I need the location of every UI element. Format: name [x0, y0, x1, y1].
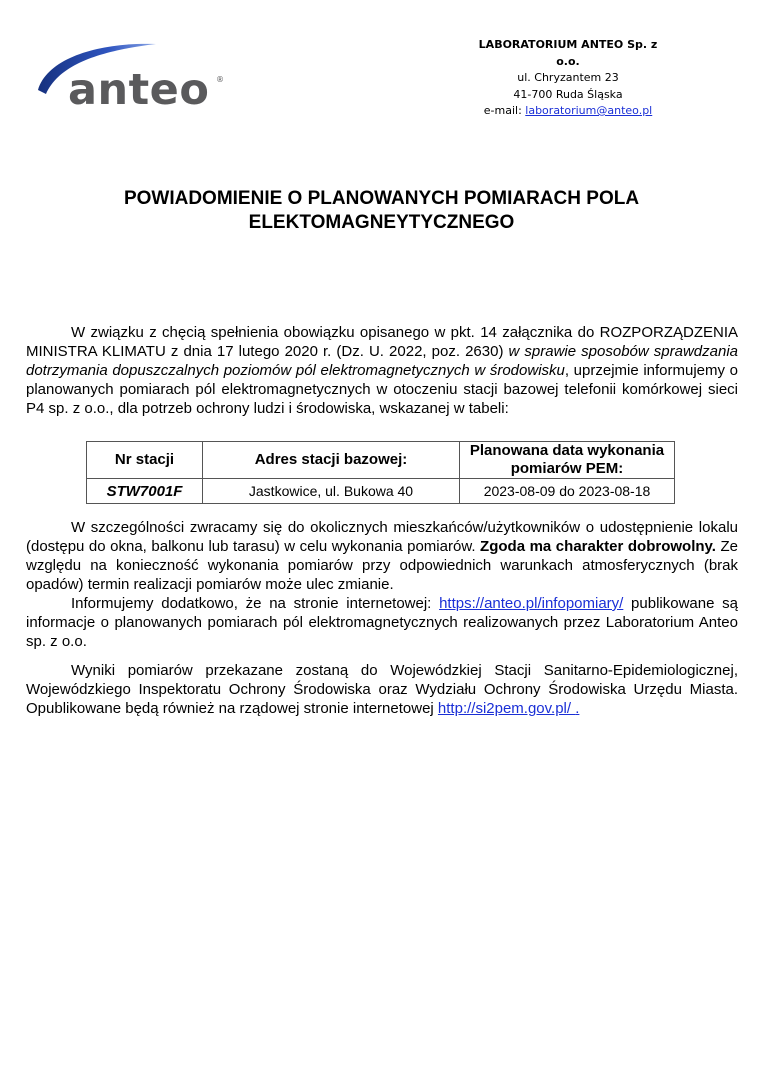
logo-wordmark: anteo: [68, 65, 210, 110]
cell-station-id: STW7001F: [87, 479, 203, 504]
si2pem-link-period[interactable]: .: [575, 700, 580, 717]
title-line-2: ELEKTOMAGNEYTYCZNEGO: [248, 212, 515, 233]
company-street: ul. Chryzantem 23: [517, 71, 619, 84]
voluntary-consent-text: Zgoda ma charakter dobrowolny.: [480, 538, 716, 555]
intro-italic-text: w sprawie sposobów sprawdzania dotrzymania dopuszczalnych poziomów pól elektromagnetycznych w środowisku: [26, 343, 739, 379]
header-address: Adres stacji bazowej:: [203, 442, 460, 479]
request-text-b: Ze względu na konieczność wykonania pomiarów przy odpowiednich warunkach atmosferycznych (brak opadów) termin realizacji pomiarów może ulec zmianie.: [26, 538, 739, 593]
cell-dates: 2023-08-09 do 2023-08-18: [460, 479, 675, 504]
cell-address: Jastkowice, ul. Bukowa 40: [203, 479, 460, 504]
intro-paragraph: [26, 323, 738, 418]
company-name: LABORATORIUM ANTEO Sp. z o.o.: [478, 38, 658, 68]
anteo-logo: [34, 38, 234, 110]
title-line-1: POWIADOMIENIE O PLANOWANYCH POMIARACH POLA: [123, 188, 640, 209]
infopomiary-link[interactable]: https://anteo.pl/infopomiary/: [439, 595, 624, 612]
company-city: 41-700 Ruda Śląska: [513, 87, 623, 101]
company-header: [470, 37, 666, 120]
table-header-row: [87, 442, 675, 479]
stations-table: [86, 441, 675, 504]
email-link[interactable]: laboratorium@anteo.pl: [525, 104, 653, 117]
intro-text-b: , uprzejmie informujemy o planowanych pomiarach pól elektromagnetycznych w otoczeniu stacji bazowej telefonii komórkowej sieci P4 sp. z o.o., dla potrzeb ochrony ludzi i środowiska, wskazanej w tabeli:: [26, 362, 738, 417]
si2pem-link[interactable]: http://si2pem.gov.pl/: [437, 700, 576, 717]
document-title: [60, 187, 703, 235]
request-paragraph: [26, 518, 738, 651]
table-row: [87, 479, 675, 504]
results-text: Wyniki pomiarów przekazane zostaną do Wojewódzkiej Stacji Sanitarno-Epidemiologicznej, Wojewódzkiego Inspektoratu Ochrony Środowiska oraz Wydziału Ochrony Środowiska Urzędu Miasta. Opublikowane będą również na rządowej stronie internetowej: [26, 662, 738, 717]
logo-registered-mark: ®: [216, 75, 224, 84]
request-text-a: W szczególności zwracamy się do okolicznych mieszkańców/użytkowników o udostępnienie lokalu (dostępu do okna, balkonu lub tarasu) w celu wykonania pomiarów.: [26, 519, 738, 555]
info-text-tail: publikowane są informacje o planowanych pomiarach pól elektromagnetycznych realizowanych przez Laboratorium Anteo sp. z o.o.: [26, 595, 738, 650]
email-label: e-mail:: [483, 104, 526, 117]
header-station-number: Nr stacji: [87, 442, 203, 479]
results-paragraph: [26, 661, 738, 718]
intro-text-a: W związku z chęcią spełnienia obowiązku opisanego w pkt. 14 załącznika do ROZPORZĄDZENIA MINISTRA KLIMATU z dnia 17 lutego 2020 r. (Dz. U. 2022, poz. 2630): [26, 324, 738, 360]
company-email-line: [470, 103, 666, 120]
info-text: Informujemy dodatkowo, że na stronie internetowej:: [71, 595, 440, 612]
header-planned-date: Planowana data wykonania pomiarów PEM:: [460, 442, 675, 479]
